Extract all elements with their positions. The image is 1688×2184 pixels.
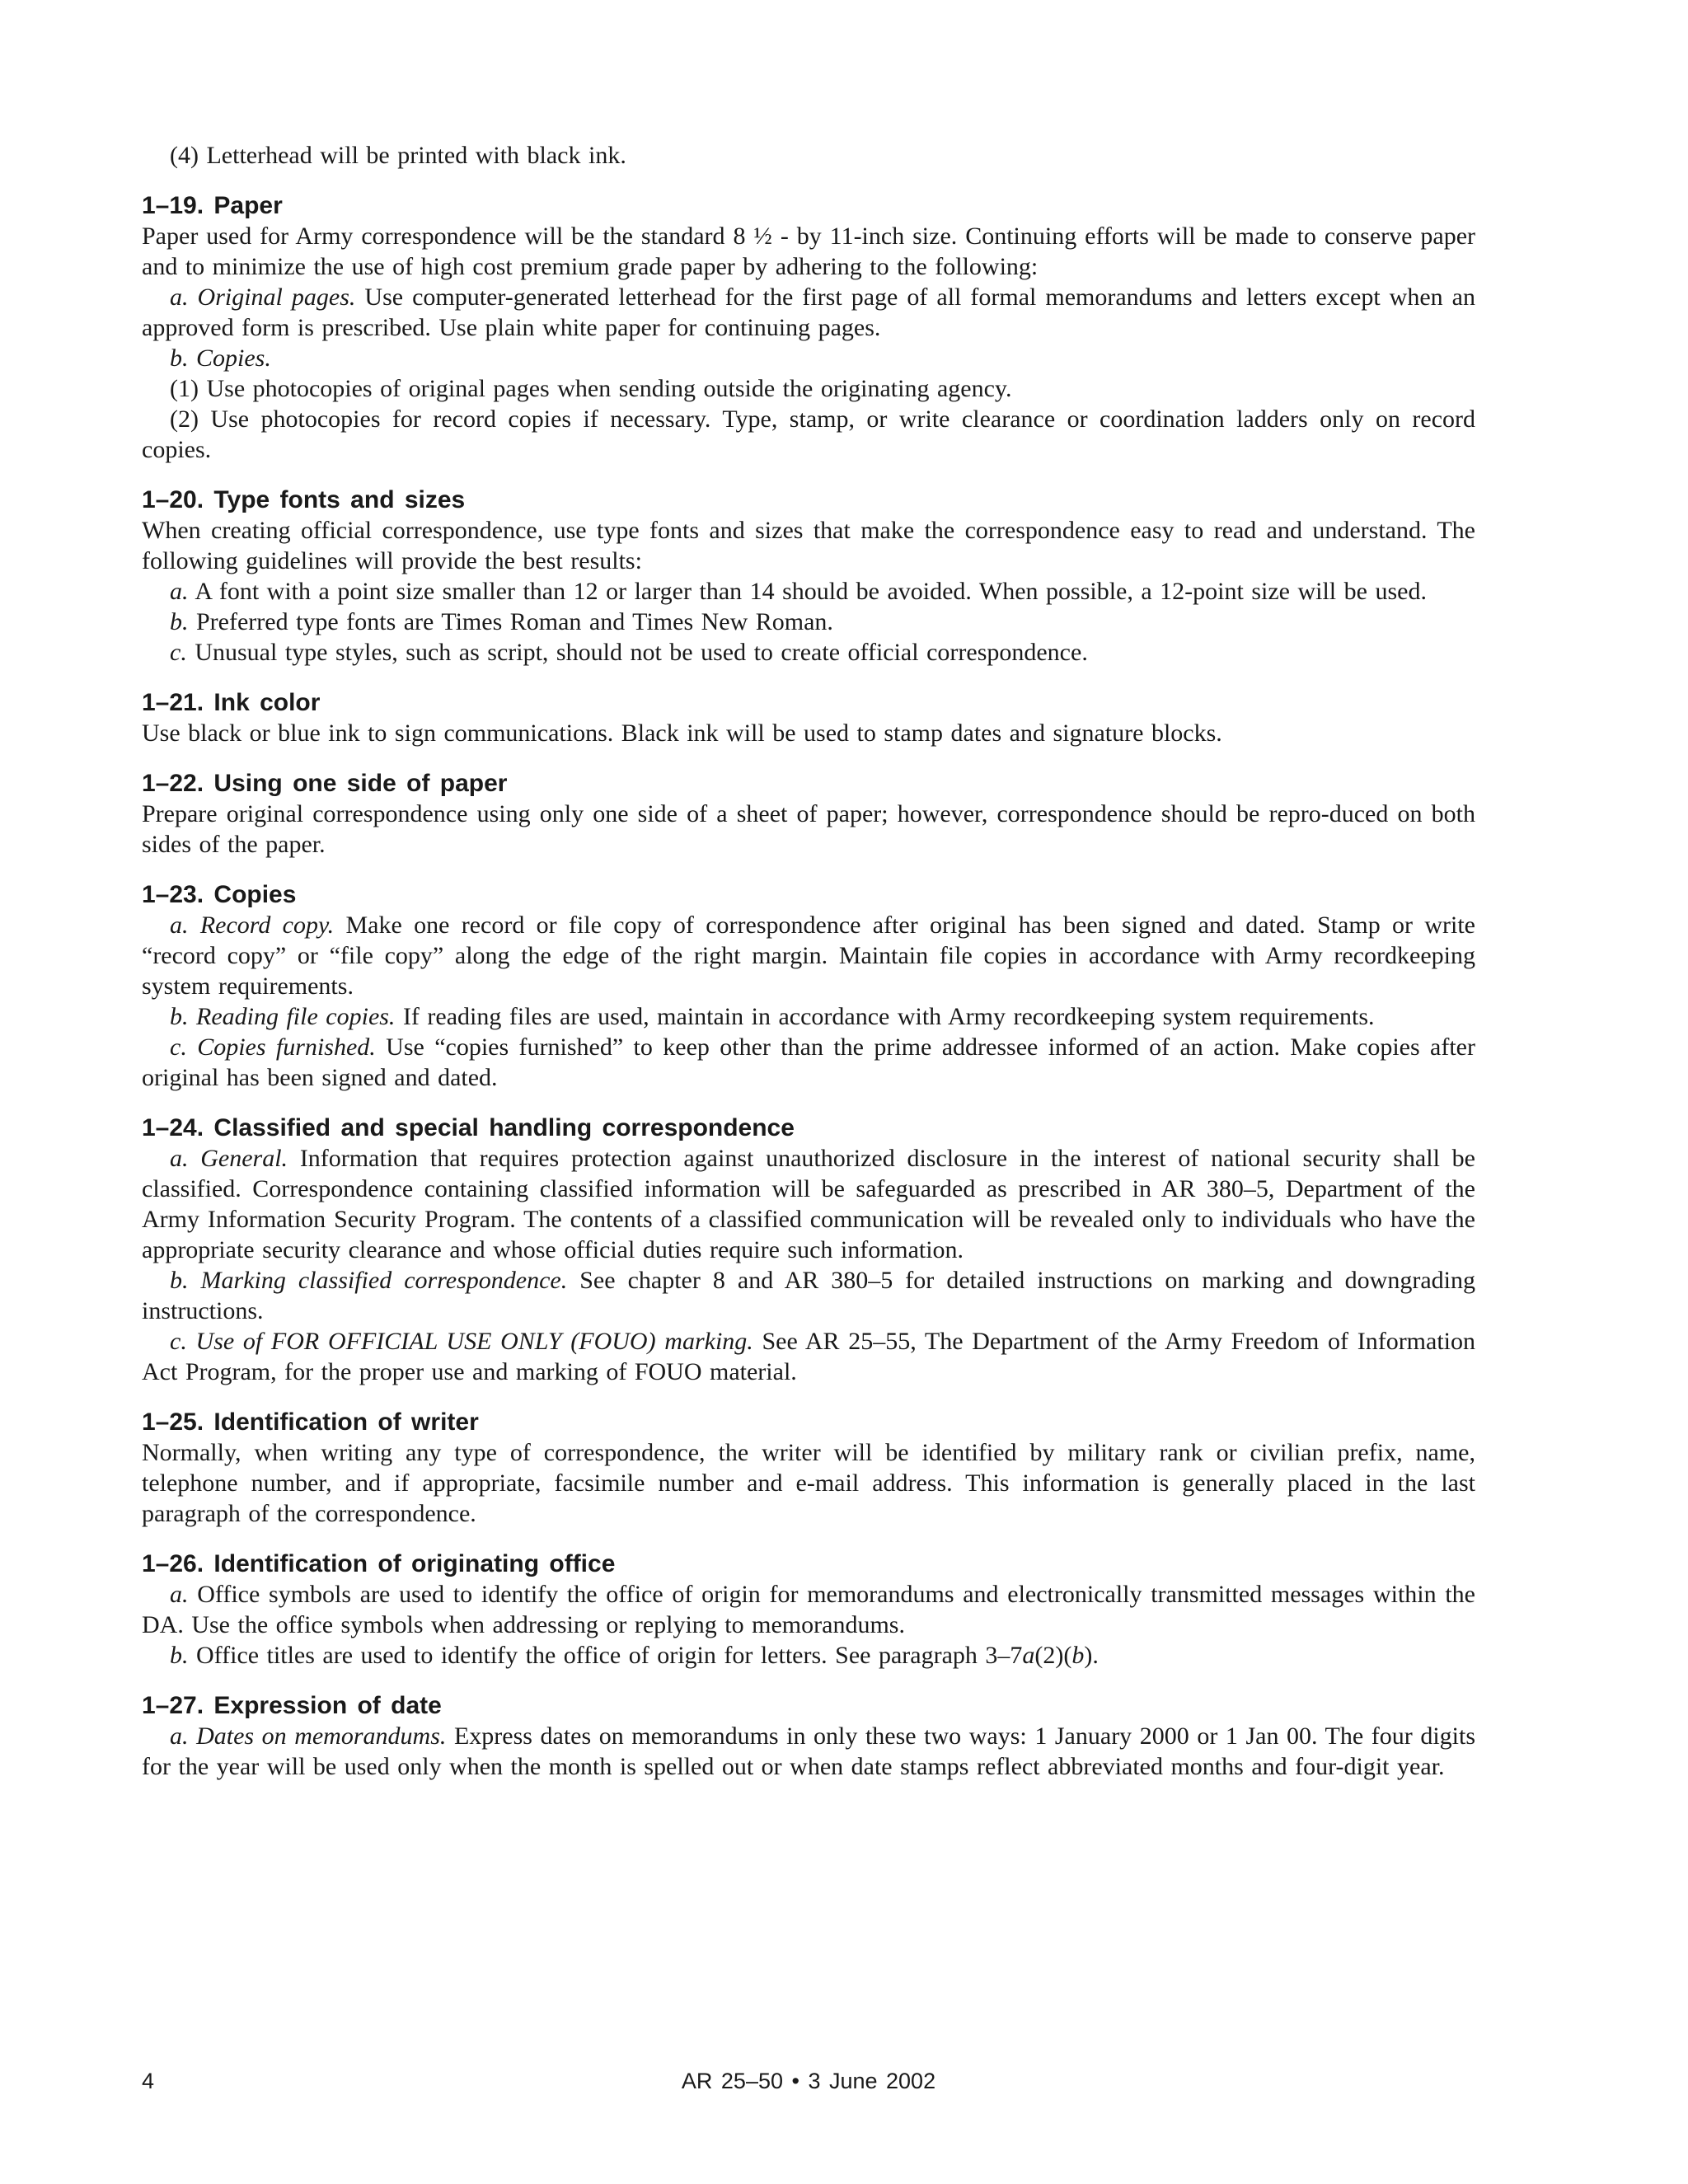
subparagraph-label: c.	[170, 639, 187, 666]
section-heading: 1–25. Identification of writer	[142, 1408, 479, 1436]
subparagraph-text: See chapter 8 and AR 380–5 for detailed instructions on marking and downgrading instructions.	[142, 1267, 1475, 1324]
page-number: 4	[142, 2069, 155, 2093]
section-body: Normally, when writing any type of correspondence, the writer will be identified by military rank or civilian prefix, name, telephone number, and if appropriate, facsimile number and e-mail address. This information is generally placed in the last paragraph of the correspondence.	[142, 1439, 1475, 1527]
subparagraph-label: c. Copies furnished.	[170, 1033, 376, 1061]
section-body: Prepare original correspondence using only one side of a sheet of paper; however, correspondence should be repro-duced on both sides of the paper.	[142, 800, 1475, 858]
section-heading: 1–20. Type fonts and sizes	[142, 486, 466, 513]
section-1-19	[142, 190, 1475, 465]
subparagraph-c	[142, 637, 1475, 668]
subparagraph-1: (1) Use photocopies of original pages when sending outside the originating agency.	[170, 375, 1012, 402]
subparagraph-a	[142, 1721, 1475, 1782]
subparagraph-text: Office titles are used to identify the office of origin for letters. See paragraph 3–7	[188, 1642, 1023, 1669]
section-body: Paper used for Army correspondence will be the standard 8 ½ - by 11-inch size. Continuing efforts will be made to conserve paper and to minimize the use of high cost premium grade paper by adhering to the following:	[142, 223, 1475, 280]
paragraph-ref-letter: a	[1022, 1642, 1035, 1669]
section-1-27	[142, 1690, 1475, 1782]
section-1-20	[142, 485, 1475, 668]
subparagraph-text: A font with a point size smaller than 12 or larger than 14 should be avoided. When possible, a 12-point size will be used.	[188, 578, 1427, 605]
subparagraph-label: b.	[170, 608, 189, 635]
section-body: When creating official correspondence, use type fonts and sizes that make the correspondence easy to read and understand. The following guidelines will provide the best results:	[142, 517, 1475, 574]
subparagraph-text: Express dates on memorandums in only these two ways: 1 January 2000 or 1 Jan 00. The four digits for the year will be used only when the month is spelled out or when date stamps reflect abbreviated months and four-digit year.	[142, 1722, 1475, 1780]
subparagraph-label: b.	[170, 1642, 189, 1669]
paragraph-ref-number: (2)(	[1034, 1642, 1072, 1669]
subparagraph-text: Unusual type styles, such as script, should not be used to create official correspondence.	[186, 639, 1088, 666]
subparagraph-text: See AR 25–55, The Department of the Army Freedom of Information Act Program, for the proper use and marking of FOUO material.	[142, 1328, 1475, 1385]
subparagraph-text: If reading files are used, maintain in accordance with Army recordkeeping system requirements.	[395, 1003, 1375, 1030]
subparagraph-label: b. Copies.	[170, 344, 271, 372]
subparagraph-label: c. Use of FOR OFFICIAL USE ONLY (FOUO) marking.	[170, 1328, 753, 1355]
subparagraph-text: Make one record or file copy of correspondence after original has been signed and dated. Stamp or write “record copy” or “file copy” along the edge of the right margin. Maintain file copies in accordance with Army recordkeeping system requirements.	[142, 912, 1475, 1000]
subparagraph-text: Information that requires protection against unauthorized disclosure in the interest of national security shall be classified. Correspondence containing classified information will be safeguarded as prescribed in AR 380–5, Department of the Army Information Security Program. The contents of a classified communication will be revealed only to individuals who have the appropriate security clearance and whose official duties require such information.	[142, 1145, 1475, 1263]
section-1-23	[142, 879, 1475, 1093]
subparagraph-label: b. Marking classified correspondence.	[170, 1267, 568, 1294]
subparagraph-text: Preferred type fonts are Times Roman and Times New Roman.	[188, 608, 833, 635]
subparagraph-a	[142, 576, 1475, 607]
subparagraph-b	[142, 343, 1475, 373]
subparagraph-label: a. Dates on memorandums.	[170, 1722, 447, 1750]
subparagraph-b	[142, 1265, 1475, 1326]
subparagraph-label: a. General.	[170, 1145, 288, 1172]
subparagraph-c	[142, 1326, 1475, 1387]
subparagraph-label: a.	[170, 1581, 189, 1608]
section-heading: 1–22. Using one side of paper	[142, 770, 508, 797]
intro-paragraph: (4) Letterhead will be printed with black ink.	[170, 142, 626, 169]
publication-title: AR 25–50 • 3 June 2002	[681, 2069, 936, 2093]
subparagraph-label: a. Record copy.	[170, 912, 335, 939]
document-body	[142, 140, 1475, 1782]
section-heading: 1–19. Paper	[142, 192, 283, 219]
section-1-25	[142, 1407, 1475, 1529]
subparagraph-a	[142, 1579, 1475, 1640]
subparagraph-text: Office symbols are used to identify the office of origin for memorandums and electronically transmitted messages within the DA. Use the office symbols when addressing or replying to memorandums.	[142, 1581, 1475, 1638]
subparagraph-a	[142, 1143, 1475, 1265]
subparagraph-b	[142, 1640, 1475, 1671]
subparagraph-b	[142, 607, 1475, 637]
section-1-22	[142, 768, 1475, 860]
section-body: Use black or blue ink to sign communications. Black ink will be used to stamp dates and signature blocks.	[142, 719, 1222, 747]
section-1-21	[142, 687, 1475, 748]
subparagraph-b	[142, 1001, 1475, 1032]
section-1-24	[142, 1113, 1475, 1387]
section-heading: 1–26. Identification of originating office	[142, 1550, 616, 1577]
section-heading: 1–23. Copies	[142, 881, 297, 908]
section-heading: 1–24. Classified and special handling correspondence	[142, 1114, 795, 1141]
section-heading: 1–21. Ink color	[142, 689, 321, 716]
section-1-26	[142, 1549, 1475, 1671]
subparagraph-2: (2) Use photocopies for record copies if necessary. Type, stamp, or write clearance or coordination ladders only on record copies.	[142, 405, 1475, 463]
subparagraph-label: a. Original pages.	[170, 284, 356, 311]
subparagraph-c	[142, 1032, 1475, 1093]
subparagraph-text: Use “copies furnished” to keep other than the prime addressee informed of an action. Make copies after original has been signed and dated.	[142, 1033, 1475, 1091]
subparagraph-label: a.	[170, 578, 189, 605]
section-heading: 1–27. Expression of date	[142, 1692, 442, 1719]
paragraph-ref-close: ).	[1084, 1642, 1099, 1669]
subparagraph-label: b. Reading file copies.	[170, 1003, 396, 1030]
subparagraph-a	[142, 282, 1475, 343]
subparagraph-a	[142, 910, 1475, 1001]
paragraph-ref-letter: b	[1071, 1642, 1085, 1669]
subparagraph-text: Use computer-generated letterhead for the first page of all formal memorandums and letters except when an approved form is prescribed. Use plain white paper for continuing pages.	[142, 284, 1475, 341]
